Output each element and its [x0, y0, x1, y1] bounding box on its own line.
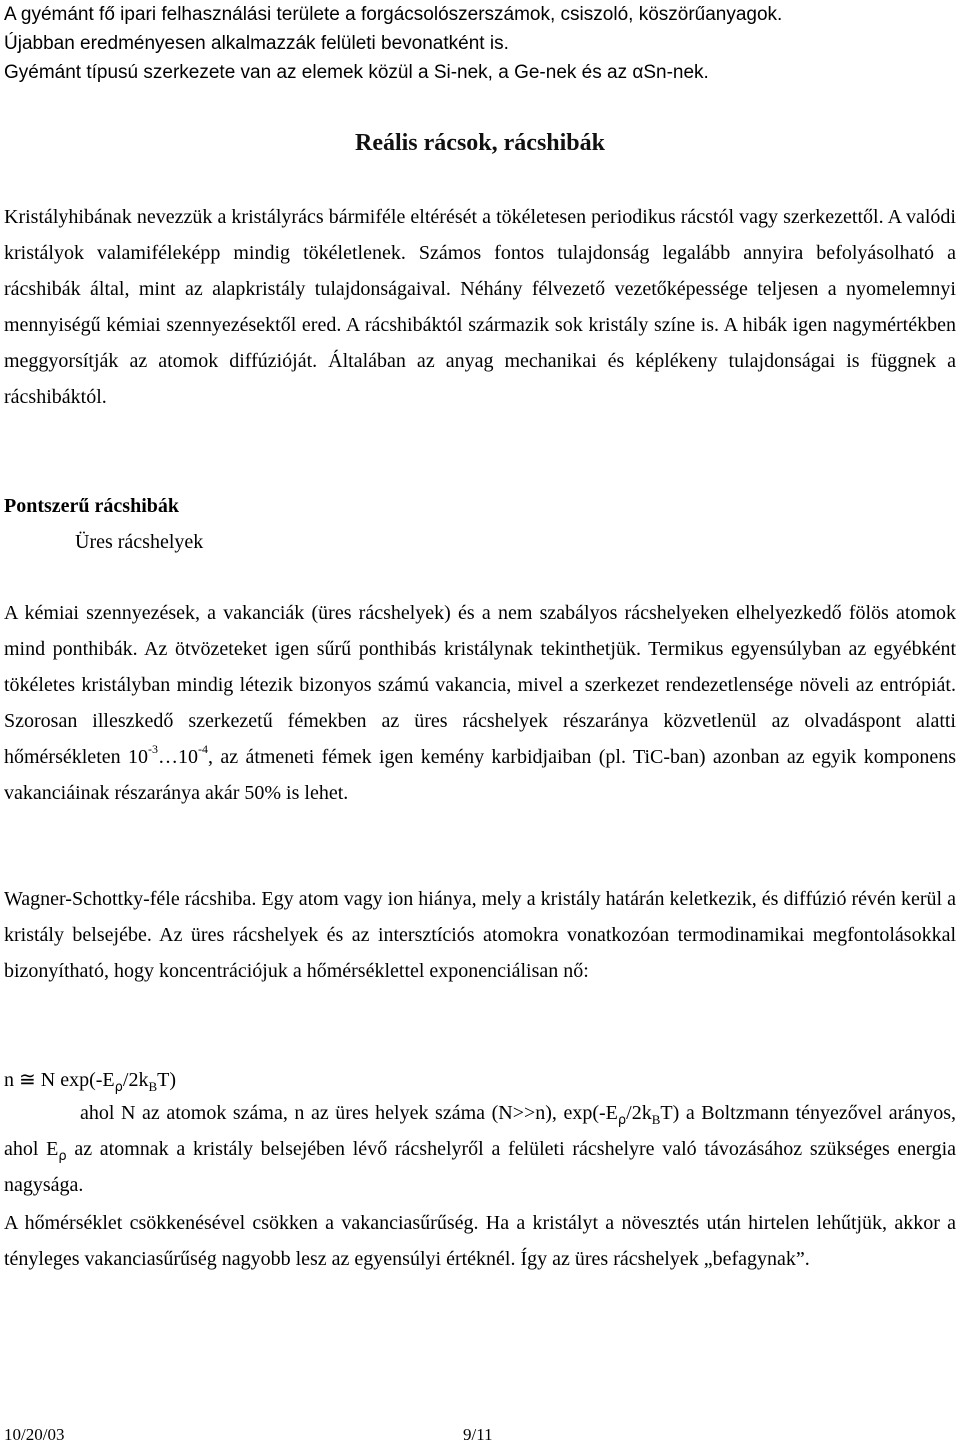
paragraph-text: A kémiai szennyezések, a vakanciák (üres rácshelyek) és a nem szabályos rácshelyeken elhelyezkedő fölös atomok mind ponthibák. Az ötvözeteket igen sűrű ponthibás kristálynak tekinthetjük. Termikus egyensúlyban az egyébként tökéletes kristályban mindig létezik bizonyos számú vakancia, mivel a szerkezet rendezetlensége növeli az entrópiát. Szorosan illeszkedő szerkezetű fémekben az üres rácshelyek részaránya közvetlenül az olvadáspont alatti hőmérsékleten — [4, 602, 956, 768]
power-exponent: -3 — [147, 742, 158, 756]
formula-text: T) — [157, 1069, 177, 1091]
paragraph-vacancies — [4, 595, 956, 811]
paragraph-formula-explanation — [4, 1095, 956, 1203]
intro-text — [4, 0, 956, 87]
power-exponent: -4 — [197, 742, 208, 756]
formula-rhs: N exp(-E — [40, 1069, 115, 1091]
paragraph-text: ahol N az atomok száma, n az üres helyek száma (N>>n), exp(-E — [80, 1102, 618, 1124]
rho-subscript: ρ — [617, 1113, 627, 1128]
paragraph-text: , az átmeneti fémek igen kemény karbidjaiban (pl. TiC-ban) azonban az egyik komponens vakanciáinak részaránya akár 50% is lehet. — [4, 746, 956, 804]
paragraph-cooling: A hőmérséklet csökkenésével csökken a vakanciasűrűség. Ha a kristályt a növesztés után hirtelen lehűtjük, akkor a tényleges vakanciasűrűség nagyobb lesz az egyensúlyi értéknél. Így az üres rácshelyek „befagynak”. — [4, 1212, 956, 1270]
vacancy-formula — [4, 1062, 176, 1098]
subheading-point-defects: Pontszerű rácshibák — [4, 495, 179, 517]
subsubheading-vacancies: Üres rácshelyek — [75, 531, 204, 553]
intro-line: Újabban eredményesen alkalmazzák felületi bevonatként is. — [4, 33, 509, 54]
rho-subscript: ρ — [114, 1080, 123, 1095]
formula-text: /2k — [122, 1069, 149, 1091]
intro-line: A gyémánt fő ipari felhasználási területe a forgácsolószerszámok, csiszoló, köszörűanyagok. — [4, 4, 783, 25]
power-base: 10 — [127, 746, 148, 768]
paragraph-text: az atomnak a kristály belsejében lévő rácshelyről a felületi rácshelyre való távozásához szükséges energia nagysága. — [4, 1138, 956, 1196]
approx-symbol: ≅ — [19, 1069, 36, 1091]
section-title: Reális rácsok, rácshibák — [354, 130, 605, 156]
paragraph-wagner-schottky: Wagner-Schottky-féle rácshiba. Egy atom vagy ion hiánya, mely a kristály határán keletkezik, és diffúzió révén kerül a kristály belsejébe. Az üres rácshelyek és az intersztíciós atomokra vonatkozóan termodinamikai megfontolásokkal bizonyítható, hogy koncentrációjuk a hőmérséklettel exponenciálisan nő: — [4, 888, 956, 982]
b-subscript: B — [148, 1079, 158, 1094]
paragraph-crystal-defects: Kristályhibának nevezzük a kristályrács bármiféle eltérését a tökéletesen periodikus rácstól vagy szerkezettől. A valódi kristályok valamiféleképp mindig tökéletlenek. Számos fontos tulajdonság legalább annyira befolyásolható a rácshibák által, mint az alapkristály tulajdonságaival. Néhány félvezető vezetőképessége teljesen a nyomelemnyi mennyiségű kémiai szennyezésektől ered. A rácshibáktól származik sok kristály színe is. A hibák igen nagymértékben meggyorsítják az atomok diffúzióját. Általában az anyag mechanikai és képlékeny tulajdonságai is függnek a rácshibáktól. — [4, 206, 956, 408]
footer-date: 10/20/03 — [4, 1425, 65, 1444]
ellipsis: … — [157, 746, 178, 768]
formula-lhs: n — [4, 1069, 14, 1091]
power-base: 10 — [177, 746, 198, 768]
rho-subscript: ρ — [58, 1149, 67, 1164]
b-subscript: B — [651, 1112, 661, 1127]
paragraph-text: /2k — [626, 1102, 652, 1124]
footer-page-number: 9/11 — [463, 1425, 493, 1444]
intro-line: Gyémánt típusú szerkezete van az elemek közül a Si-nek, a Ge-nek és az αSn-nek. — [4, 62, 709, 83]
paragraph-text: T) a Boltzmann tényezővel arányos, ahol E — [4, 1102, 957, 1160]
